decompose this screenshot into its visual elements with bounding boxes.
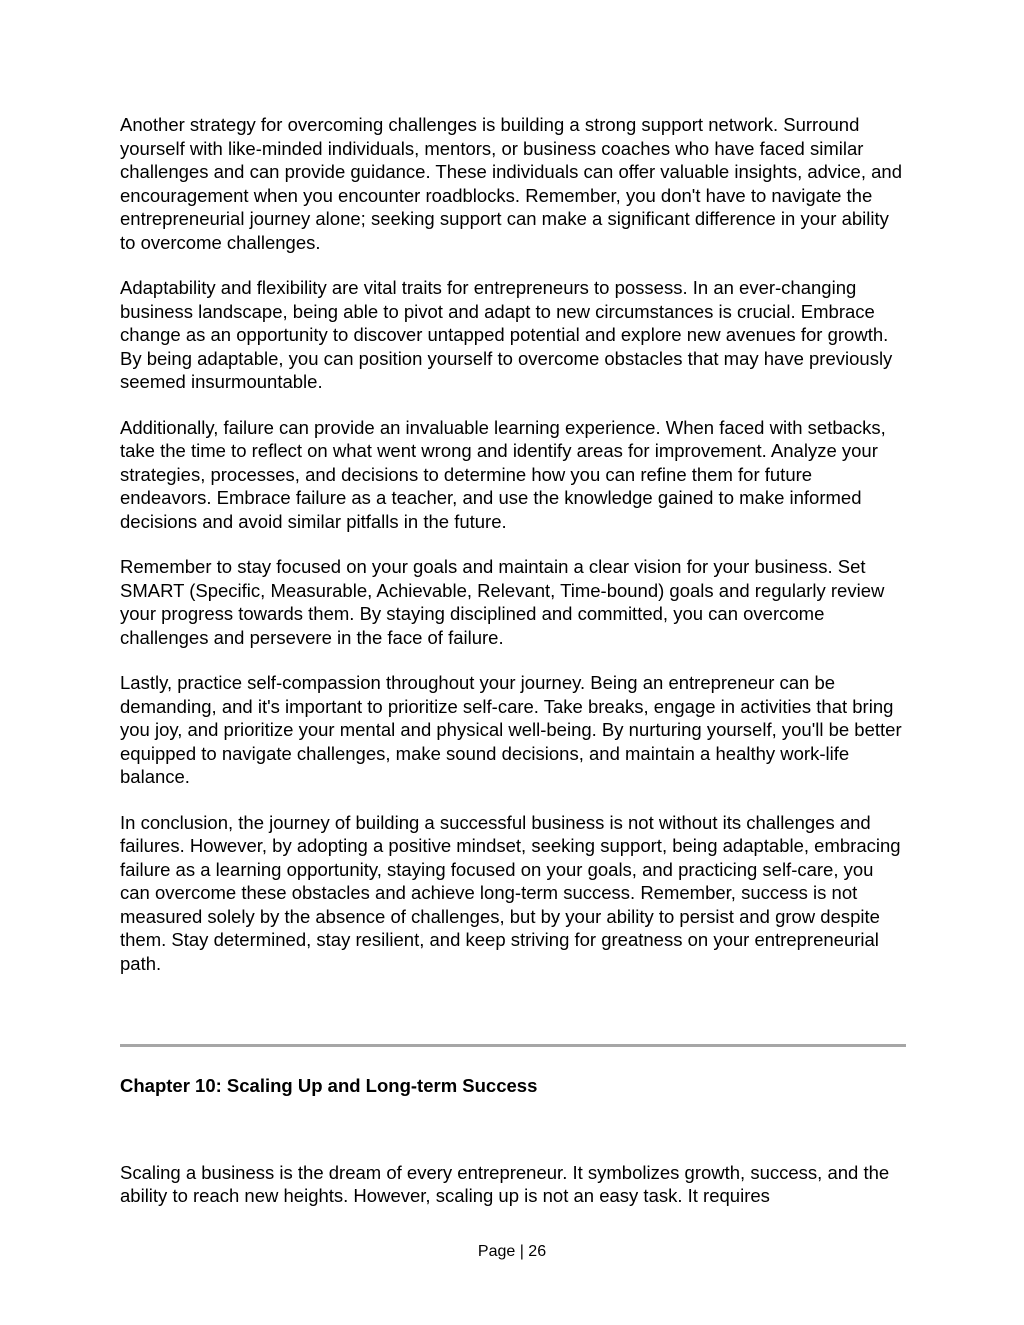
chapter-heading: Chapter 10: Scaling Up and Long-term Success xyxy=(120,1075,538,1096)
paragraph: Remember to stay focused on your goals and maintain a clear vision for your business. Set SMART (Specific, Measurable, Achievable, Relevant, Time-bound) goals and regularly review your progress towards them. By staying disciplined and committed, you can overcome challenges and persevere in the face of failure. xyxy=(120,556,885,648)
paragraph: In conclusion, the journey of building a successful business is not without its challenges and failures. However, by adopting a positive mindset, seeking support, being adaptable, embracing failure as a learning opportunity, staying focused on your goals, and practicing self-care, you can overcome these obstacles and achieve long-term success. Remember, success is not measured solely by the absence of challenges, but by your ability to persist and grow despite them. Stay determined, stay resilient, and keep striving for greatness on your entrepreneurial path. xyxy=(120,811,901,974)
section-divider xyxy=(120,1044,906,1047)
paragraph: Another strategy for overcoming challenges is building a strong support network. Surround yourself with like-minded individuals, mentors, or business coaches who have faced similar challenges and can provide guidance. These individuals can offer valuable insights, advice, and encouragement when you encounter roadblocks. Remember, you don't have to navigate the entrepreneurial journey alone; seeking support can make a significant difference in your ability to overcome challenges. xyxy=(120,114,902,253)
paragraph: Scaling a business is the dream of every entrepreneur. It symbolizes growth, success, and the ability to reach new heights. However, scaling up is not an easy task. It requires xyxy=(120,1161,890,1206)
paragraph: Additionally, failure can provide an invaluable learning experience. When faced with setbacks, take the time to reflect on what went wrong and identify areas for improvement. Analyze your strategies, processes, and decisions to determine how you can refine them for future endeavors. Embrace failure as a teacher, and use the knowledge gained to make informed decisions and avoid similar pitfalls in the future. xyxy=(120,416,886,532)
spacer xyxy=(120,997,906,1044)
document-body xyxy=(120,113,906,1230)
paragraph: Lastly, practice self-compassion throughout your journey. Being an entrepreneur can be demanding, and it's important to prioritize self-care. Take breaks, engage in activities that bring you joy, and prioritize your mental and physical well-being. By nurturing yourself, you'll be better equipped to navigate challenges, make sound decisions, and maintain a healthy work-life balance. xyxy=(120,672,902,787)
page-number-footer: Page | 26 xyxy=(477,1243,547,1260)
paragraph: Adaptability and flexibility are vital traits for entrepreneurs to possess. In an ever-changing business landscape, being able to pivot and adapt to new circumstances is crucial. Embrace change as an opportunity to discover untapped potential and explore new avenues for growth. By being adaptable, you can position yourself to overcome obstacles that may have previously seemed insurmountable. xyxy=(120,277,893,392)
